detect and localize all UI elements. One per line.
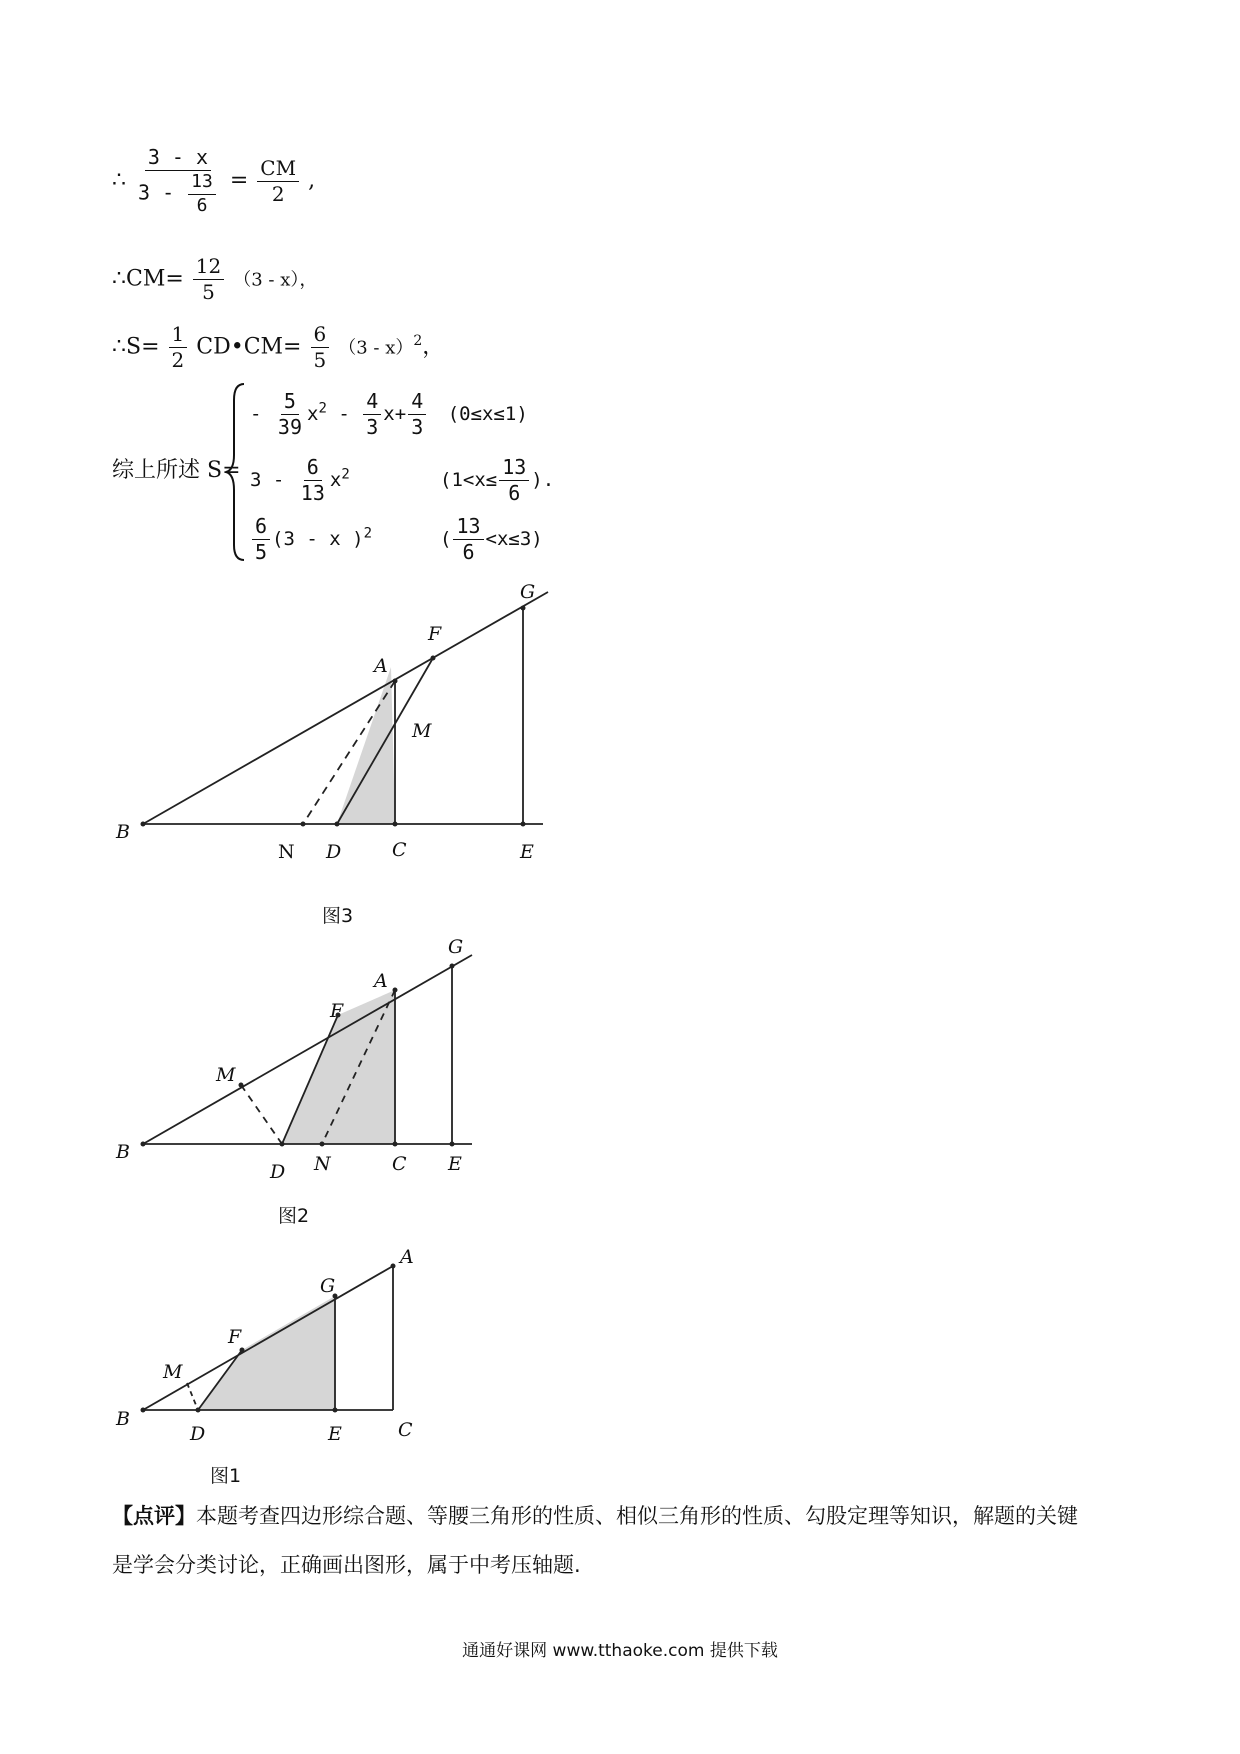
fig3-label-G: G (520, 581, 536, 603)
fig1-label-B: B (116, 1408, 130, 1430)
fraction: $\frac{12}{5}$ (193, 255, 224, 304)
fig3-point-G (521, 606, 526, 611)
fraction: 3 - x 3 - $\frac{13}{6}$ (135, 146, 221, 216)
figure-3 (141, 592, 549, 827)
fig3-label-E: E (520, 841, 534, 863)
fig1-label-D: D (190, 1423, 206, 1445)
fig1-point-D (196, 1408, 201, 1413)
fig1-label-G: G (320, 1275, 336, 1297)
piecewise-case-2: 3 - $\frac{6}{13}$ $x^2$ (250, 455, 350, 505)
page-footer: 通通好课网 www.tthaoke.com 提供下载 (462, 1641, 778, 1661)
fig2-label-C: C (392, 1153, 407, 1175)
fig3-point-D (335, 822, 340, 827)
fig1-label-E: E (328, 1423, 342, 1445)
fig2-label-M: M (216, 1064, 236, 1086)
fig3-label-B: B (116, 821, 130, 843)
fig2-point-G (450, 964, 455, 969)
fig1-shaded-region (198, 1296, 335, 1410)
fig1-label-M: M (163, 1361, 183, 1383)
fig1-line-MD (187, 1383, 198, 1410)
equation-line-3: ∴S= $\frac{1}{2}$ CD•CM= $\frac{6}{5}$ （3 - x）$^2$， (112, 322, 445, 372)
fig3-label-D: D (326, 841, 342, 863)
fig2-label-G: G (448, 936, 464, 958)
fig1-point-E (333, 1408, 338, 1413)
fig1-label-C: C (398, 1419, 413, 1441)
fig2-label-D: D (270, 1161, 286, 1183)
fig2-label-F: F (330, 1000, 344, 1022)
piecewise-case-1: - $\frac{5}{39}$ $x^2$ - $\frac{4}{3}$ x+ $\frac{4}{3}$ (0≤x≤1) (250, 389, 528, 439)
fig2-point-E (450, 1142, 455, 1147)
fig2-point-C (393, 1142, 398, 1147)
fig1-caption: 图1 (210, 1465, 242, 1487)
fig1-point-A (391, 1264, 396, 1269)
review-tag: 【点评】 (112, 1504, 196, 1528)
fig2-point-N (320, 1142, 325, 1147)
fig3-label-M: M (412, 720, 432, 742)
fig1-label-F: F (228, 1326, 242, 1348)
fig2-point-A (393, 988, 398, 993)
fig2-label-N: N (314, 1153, 331, 1175)
fig3-point-A (393, 679, 398, 684)
equation-line-1: ∴ 3 - x 3 - $\frac{13}{6}$ = $\frac{CM}{2}$ , (112, 145, 316, 216)
fig3-label-C: C (392, 839, 407, 861)
fig1-point-F (240, 1348, 245, 1353)
fig2-point-M (239, 1083, 244, 1088)
fig3-point-B (141, 822, 146, 827)
fig2-point-D (280, 1142, 285, 1147)
fig2-label-E: E (448, 1153, 462, 1175)
figure-2 (141, 955, 473, 1147)
fig2-line-MD (241, 1085, 282, 1144)
fig2-caption: 图2 (278, 1205, 310, 1227)
fig1-point-B (141, 1408, 146, 1413)
fig3-shaded-region (337, 667, 395, 824)
review-line-1: 【点评】本题考查四边形综合题、等腰三角形的性质、相似三角形的性质、勾股定理等知识，解题的关键 (112, 1504, 1078, 1528)
fig3-label-N: N (278, 841, 295, 863)
fig2-label-A: A (374, 970, 388, 992)
fig3-label-A: A (374, 655, 388, 677)
fraction: $\frac{CM}{2}$ (257, 157, 299, 206)
fig3-point-E (521, 822, 526, 827)
figure-1 (141, 1264, 396, 1413)
fig3-point-N (301, 822, 306, 827)
fig2-point-B (141, 1142, 146, 1147)
fig3-point-C (393, 822, 398, 827)
fig1-label-A: A (400, 1246, 414, 1268)
equation-line-2: ∴CM= $\frac{12}{5}$ （3 - x）， (112, 254, 318, 304)
fig2-label-B: B (116, 1141, 130, 1163)
piecewise-prefix: 综上所述 S= (112, 458, 241, 483)
fig3-caption: 图3 (322, 905, 354, 927)
fig3-point-F (431, 656, 436, 661)
fig3-line-BG (143, 592, 548, 824)
fig3-label-F: F (428, 623, 442, 645)
piecewise-case-3-condition: ( $\frac{13}{6}$ <x≤3) (440, 514, 543, 564)
review-line-2: 是学会分类讨论，正确画出图形，属于中考压轴题. (112, 1553, 581, 1577)
piecewise-case-2-condition: (1<x≤ $\frac{13}{6}$ ). (440, 455, 555, 505)
piecewise-case-3: $\frac{6}{5}$ (3 - x )$^2$ (250, 515, 372, 564)
